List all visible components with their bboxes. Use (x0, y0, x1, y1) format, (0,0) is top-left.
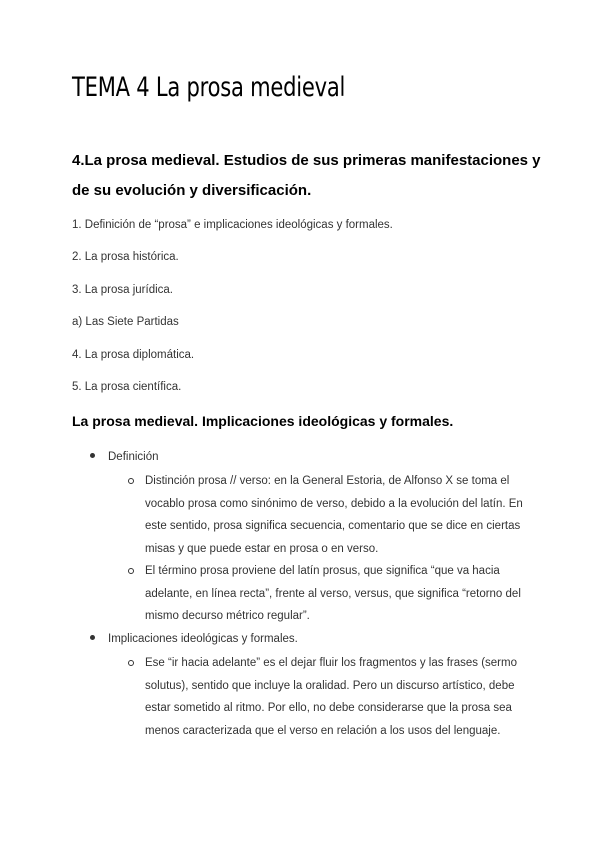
bullet-label: Definición (108, 451, 159, 463)
sub-bullet-text: El término prosa proviene del latín prosus, que significa “que va hacia adelante, en línea recta”, frente al verso, versus, que significa “retorno del mismo decurso métrico regular”. (145, 565, 521, 622)
outline-item: 5. La prosa científica. (72, 381, 182, 393)
bullet-item (90, 633, 298, 645)
bullet-item (90, 451, 159, 463)
outline-item: 2. La prosa histórica. (72, 251, 179, 263)
bullet-circle-icon (128, 478, 134, 484)
sub-bullet-text: Ese “ir hacia adelante” es el dejar fluir los fragmentos y las frases (sermo solutus), sentido que incluye la oralidad. Pero un discurso artístico, debe estar sometido al ritmo. Por ello, no debe considerarse que la prosa sea menos caracterizada que el verso en relación a los usos del lenguaje. (145, 657, 517, 737)
section-heading: La prosa medieval. Implicaciones ideológicas y formales. (72, 413, 454, 429)
bullet-dot-icon (90, 635, 95, 640)
bullet-label: Implicaciones ideológicas y formales. (108, 633, 298, 645)
sub-bullet-item (128, 652, 538, 742)
outline-item: 4. La prosa diplomática. (72, 349, 195, 361)
sub-bullet-item (128, 560, 538, 628)
bullet-circle-icon (128, 568, 134, 574)
document-subtitle: 4.La prosa medieval. Estudios de sus primeras manifestaciones y de su evolución y diversificación. (72, 152, 541, 199)
outline-item: a) Las Siete Partidas (72, 316, 179, 328)
outline-item: 3. La prosa jurídica. (72, 284, 174, 296)
outline-item: 1. Definición de “prosa” e implicaciones ideológicas y formales. (72, 219, 393, 231)
sub-bullet-text: Distinción prosa // verso: en la General Estoria, de Alfonso X se toma el vocablo prosa como sinónimo de verso, debido a la evolución del latín. En este sentido, prosa significa secuencia, comentario que se dice en ciertas misas y que puede estar en prosa o en verso. (145, 475, 523, 555)
bullet-dot-icon (90, 453, 95, 458)
bullet-circle-icon (128, 660, 134, 666)
page-title: TEMA 4 La prosa medieval (72, 72, 346, 103)
sub-bullet-item (128, 470, 538, 560)
